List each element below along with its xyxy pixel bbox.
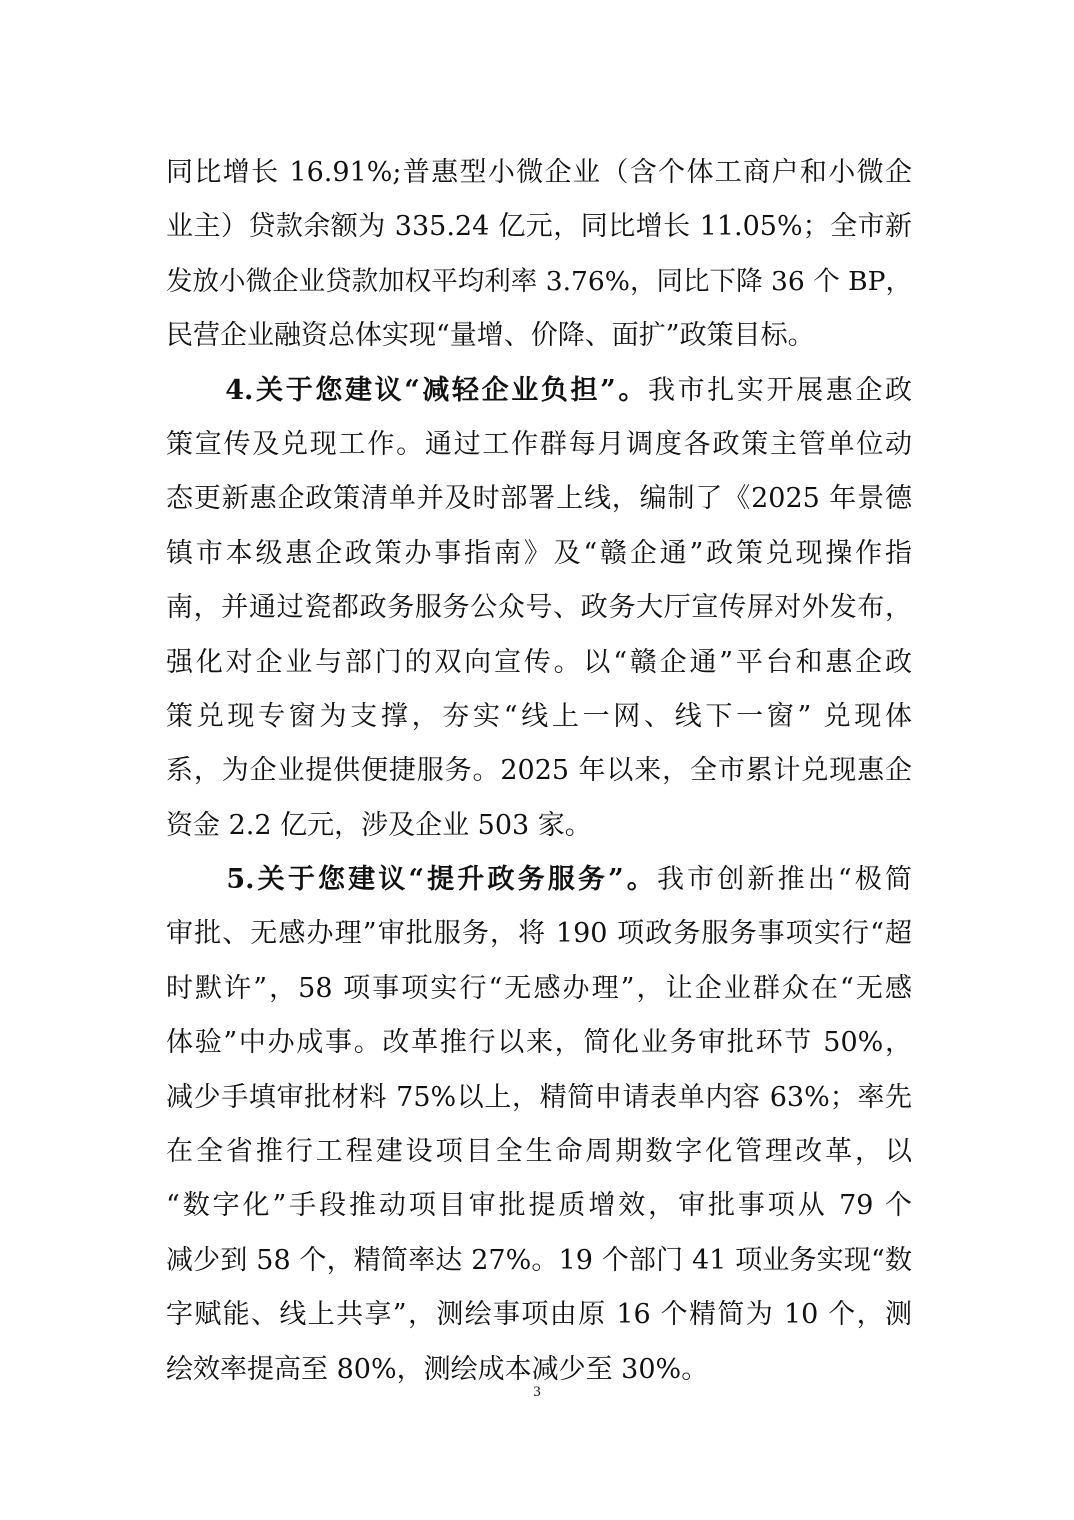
- text-line: 南，并通过瓷都政务服务公众号、政务大厅宣传屏对外发布，: [166, 592, 912, 624]
- text-line: 策兑现专窗为支撑，夯实“线上一网、线下一窗” 兑现体: [166, 700, 912, 732]
- text-line: 在全省推行工程建设项目全生命周期数字化管理改革，以: [166, 1136, 912, 1168]
- text-line: 态更新惠企政策清单并及时部署上线，编制了《2025 年景德: [166, 483, 912, 515]
- text-span: 我市扎实开展惠企政: [647, 374, 913, 406]
- text-line: 审批、无感办理”审批服务，将 190 项政务服务事项实行“超: [166, 918, 912, 950]
- text-span: 我市创新推出“极简: [656, 864, 913, 896]
- section-heading-4: 4.关于您建议“减轻企业负担”。: [225, 374, 648, 406]
- text-line: 策宣传及兑现工作。通过工作群每月调度各政策主管单位动: [166, 428, 912, 460]
- paragraph-first-line: [166, 364, 912, 418]
- text-line: 系，为企业提供便捷服务。2025 年以来，全市累计兑现惠企: [166, 755, 912, 787]
- page-number: 3: [533, 1384, 541, 1400]
- text-line: 绘效率提高至 80%，测绘成本减少至 30%。: [166, 1353, 709, 1385]
- text-line: 减少手填审批材料 75%以上，精简申请表单内容 63%；率先: [166, 1081, 912, 1113]
- text-line: 体验”中办成事。改革推行以来，简化业务审批环节 50%，: [166, 1027, 912, 1059]
- section-heading-5: 5.关于您建议“提升政务服务”。: [226, 864, 657, 896]
- text-line: 业主）贷款余额为 335.24 亿元，同比增长 11.05%；全市新: [166, 211, 912, 243]
- text-line: 资金 2.2 亿元，涉及企业 503 家。: [166, 809, 592, 841]
- paragraph-5: [166, 853, 912, 1397]
- text-line: 时默许”，58 项事项实行“无感办理”，让企业群众在“无感: [166, 972, 912, 1004]
- text-line: 强化对企业与部门的双向宣传。以“赣企通”平台和惠企政: [166, 646, 912, 678]
- text-line: 同比增长 16.91%;普惠型小微企业（含个体工商户和小微企: [166, 157, 912, 188]
- text-line: 镇市本级惠企政策办事指南》及“赣企通”政策兑现操作指: [166, 537, 912, 569]
- text-line: 发放小微企业贷款加权平均利率 3.76%，同比下降 36 个 BP，: [166, 265, 912, 297]
- paragraph-first-line: [166, 853, 912, 907]
- paragraph-4: [166, 364, 912, 854]
- text-line: “数字化”手段推动项目审批提质增效，审批事项从 79 个: [166, 1190, 912, 1222]
- text-line: 减少到 58 个，精简率达 27%。19 个部门 41 项业务实现“数: [166, 1244, 912, 1276]
- text-line: 字赋能、线上共享”，测绘事项由原 16 个精简为 10 个，测: [166, 1299, 912, 1331]
- document-body: [166, 146, 912, 1397]
- text-line: 民营企业融资总体实现“量增、价降、面扩”政策目标。: [166, 320, 815, 352]
- paragraph-intro: [166, 146, 912, 364]
